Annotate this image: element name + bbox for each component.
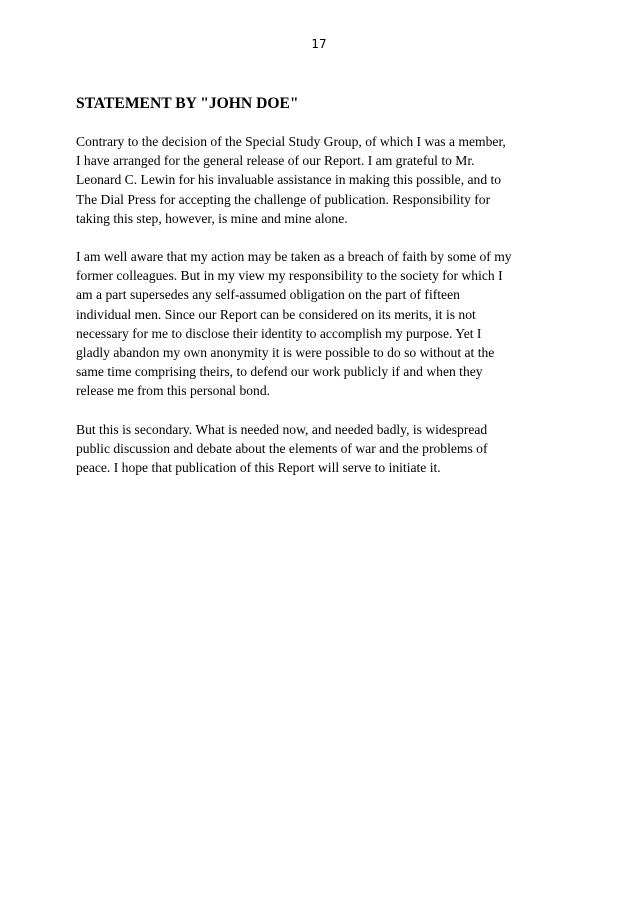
text-line: gladly abandon my own anonymity it is were possible to do so without at the [76, 345, 495, 361]
statement-body [76, 94, 576, 496]
page-number: 17 [311, 37, 327, 51]
text-line: Contrary to the decision of the Special Study Group, of which I was a member, [76, 134, 506, 149]
text-line: Leonard C. Lewin for his invaluable assistance in making this possible, and to [76, 172, 502, 188]
text-line: peace. I hope that publication of this Report will serve to initiate it. [76, 460, 441, 476]
text-line: necessary for me to disclose their identity to accomplish my purpose. Yet I [76, 325, 482, 341]
text-line: The Dial Press for accepting the challenge of publication. Responsibility for [76, 191, 491, 207]
text-line: release me from this personal bond. [76, 383, 271, 399]
statement-title: STATEMENT BY "JOHN DOE" [76, 95, 299, 112]
paragraph-2 [76, 247, 576, 401]
text-line: individual men. Since our Report can be considered on its merits, it is not [76, 306, 476, 322]
paragraph-1 [76, 132, 576, 228]
paragraph-3 [76, 420, 576, 478]
text-line: But this is secondary. What is needed now, and needed badly, is widespread [76, 421, 488, 437]
text-line: I have arranged for the general release of our Report. I am grateful to Mr. [76, 153, 475, 169]
text-line: I am well aware that my action may be taken as a breach of faith by some of my [76, 249, 512, 265]
text-line: taking this step, however, is mine and mine alone. [76, 210, 348, 226]
text-line: am a part supersedes any self-assumed obligation on the part of fifteen [76, 287, 460, 303]
text-line: public discussion and debate about the elements of war and the problems of [76, 440, 488, 456]
text-line: former colleagues. But in my view my responsibility to the society for which I [76, 268, 503, 284]
text-line: same time comprising theirs, to defend our work publicly if and when they [76, 364, 483, 380]
